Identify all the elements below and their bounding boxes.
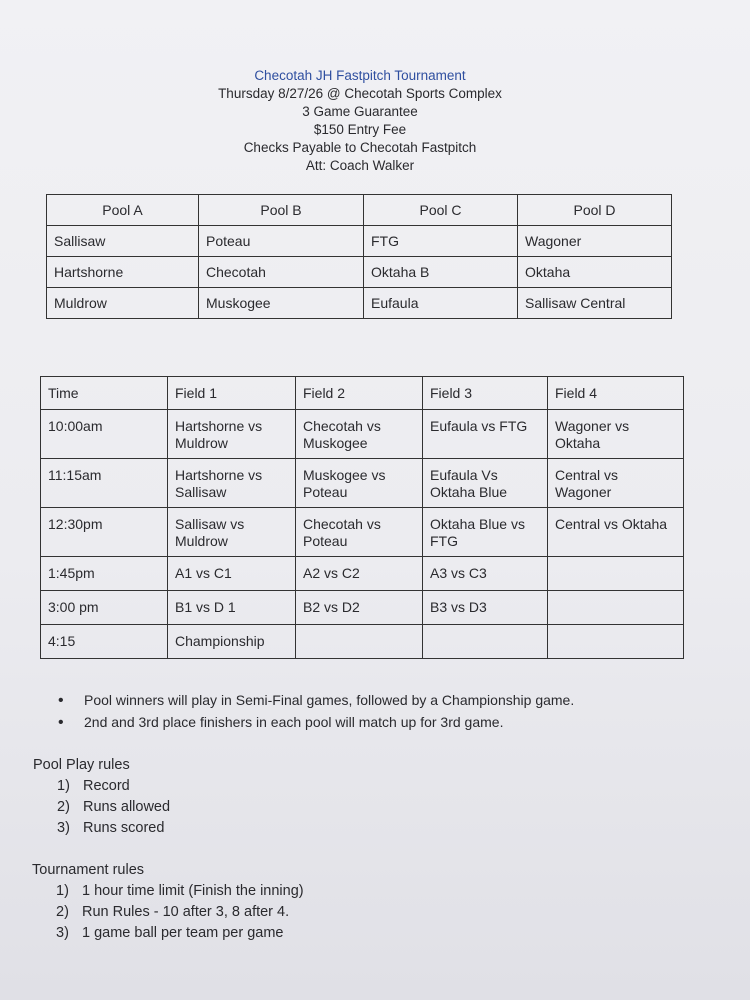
pool-play-rules-heading: Pool Play rules <box>33 757 130 773</box>
game-cell: Checotah vs Muskogee <box>296 410 423 459</box>
schedule-row <box>41 410 684 459</box>
list-text: Runs allowed <box>83 799 171 815</box>
game-cell: B2 vs D2 <box>296 591 423 625</box>
payable-to: Checks Payable to Checotah Fastpitch <box>243 140 477 155</box>
list-item <box>56 925 304 946</box>
pool-a-header: Pool A <box>47 195 199 226</box>
game-time: 1:45pm <box>41 557 168 591</box>
pool-team: FTG <box>364 226 518 257</box>
game-cell: Oktaha Blue vs FTG <box>423 508 548 557</box>
pool-team: Wagoner <box>518 226 672 257</box>
pool-team: Poteau <box>199 226 364 257</box>
list-item <box>57 820 170 841</box>
pool-team: Sallisaw Central <box>518 288 672 319</box>
pool-b-header: Pool B <box>199 195 364 226</box>
game-cell: A3 vs C3 <box>423 557 548 591</box>
pool-team: Oktaha B <box>364 257 518 288</box>
game-cell: Checotah vs Poteau <box>296 508 423 557</box>
entry-fee: $150 Entry Fee <box>313 122 407 137</box>
pool-c-header: Pool C <box>364 195 518 226</box>
game-cell: Central vs Oktaha <box>548 508 684 557</box>
game-cell: A2 vs C2 <box>296 557 423 591</box>
game-cell: Eufaula vs FTG <box>423 410 548 459</box>
list-text: 1 game ball per team per game <box>82 925 284 941</box>
pool-team: Hartshorne <box>47 257 199 288</box>
game-cell: Eufaula Vs Oktaha Blue <box>423 459 548 508</box>
game-cell: Wagoner vs Oktaha <box>548 410 684 459</box>
game-cell: A1 vs C1 <box>168 557 296 591</box>
game-time: 12:30pm <box>41 508 168 557</box>
game-cell <box>296 625 423 659</box>
game-cell: B1 vs D 1 <box>168 591 296 625</box>
pools-row <box>47 288 672 319</box>
schedule-header-row <box>41 377 684 410</box>
flyer-header <box>0 67 720 175</box>
game-cell: B3 vs D3 <box>423 591 548 625</box>
list-text: Record <box>83 778 130 794</box>
list-item <box>56 904 304 925</box>
game-cell <box>548 625 684 659</box>
list-item <box>56 883 304 904</box>
list-item: • Pool winners will play in Semi-Final games, followed by a Championship game. <box>58 692 574 714</box>
schedule-row <box>41 459 684 508</box>
schedule-row <box>41 591 684 625</box>
pool-team: Muldrow <box>47 288 199 319</box>
pools-header-row <box>47 195 672 226</box>
time-header: Time <box>41 377 168 410</box>
schedule-row <box>41 625 684 659</box>
list-number: 2) <box>57 799 70 815</box>
list-number: 1) <box>57 778 70 794</box>
game-cell: Sallisaw vs Muldrow <box>168 508 296 557</box>
game-cell: Muskogee vs Poteau <box>296 459 423 508</box>
pools-row <box>47 226 672 257</box>
game-cell: Hartshorne vs Sallisaw <box>168 459 296 508</box>
pool-team: Oktaha <box>518 257 672 288</box>
pools-row <box>47 257 672 288</box>
list-item <box>57 799 170 820</box>
list-text: 1 hour time limit (Finish the inning) <box>82 883 304 899</box>
schedule-row <box>41 508 684 557</box>
field-1-header: Field 1 <box>168 377 296 410</box>
notes-list <box>58 692 574 736</box>
tournament-title: Checotah JH Fastpitch Tournament <box>254 68 466 83</box>
game-time: 11:15am <box>41 459 168 508</box>
schedule-table <box>40 376 684 659</box>
list-item <box>57 778 170 799</box>
list-number: 3) <box>56 925 69 941</box>
game-cell <box>548 557 684 591</box>
game-cell <box>548 591 684 625</box>
game-time: 10:00am <box>41 410 168 459</box>
list-item: • 2nd and 3rd place finishers in each pool will match up for 3rd game. <box>58 714 574 736</box>
game-cell: Championship <box>168 625 296 659</box>
pool-team: Sallisaw <box>47 226 199 257</box>
tournament-rules-heading: Tournament rules <box>32 862 145 878</box>
pool-play-rules-list <box>57 778 170 841</box>
date-location: Thursday 8/27/26 @ Checotah Sports Complex <box>218 86 502 101</box>
pool-team: Muskogee <box>199 288 364 319</box>
field-4-header: Field 4 <box>548 377 684 410</box>
game-cell <box>423 625 548 659</box>
field-2-header: Field 2 <box>296 377 423 410</box>
tournament-rules-list <box>56 883 304 946</box>
list-text: Runs scored <box>83 820 165 836</box>
schedule-row <box>41 557 684 591</box>
list-number: 1) <box>56 883 69 899</box>
field-3-header: Field 3 <box>423 377 548 410</box>
game-time: 3:00 pm <box>41 591 168 625</box>
list-text: Run Rules - 10 after 3, 8 after 4. <box>82 904 290 920</box>
attention-line: Att: Coach Walker <box>305 158 415 173</box>
game-time: 4:15 <box>41 625 168 659</box>
list-number: 3) <box>57 820 70 836</box>
pool-team: Eufaula <box>364 288 518 319</box>
game-cell: Hartshorne vs Muldrow <box>168 410 296 459</box>
pools-table <box>46 194 672 319</box>
game-cell: Central vs Wagoner <box>548 459 684 508</box>
game-guarantee: 3 Game Guarantee <box>302 104 418 119</box>
list-number: 2) <box>56 904 69 920</box>
pool-d-header: Pool D <box>518 195 672 226</box>
pool-team: Checotah <box>199 257 364 288</box>
